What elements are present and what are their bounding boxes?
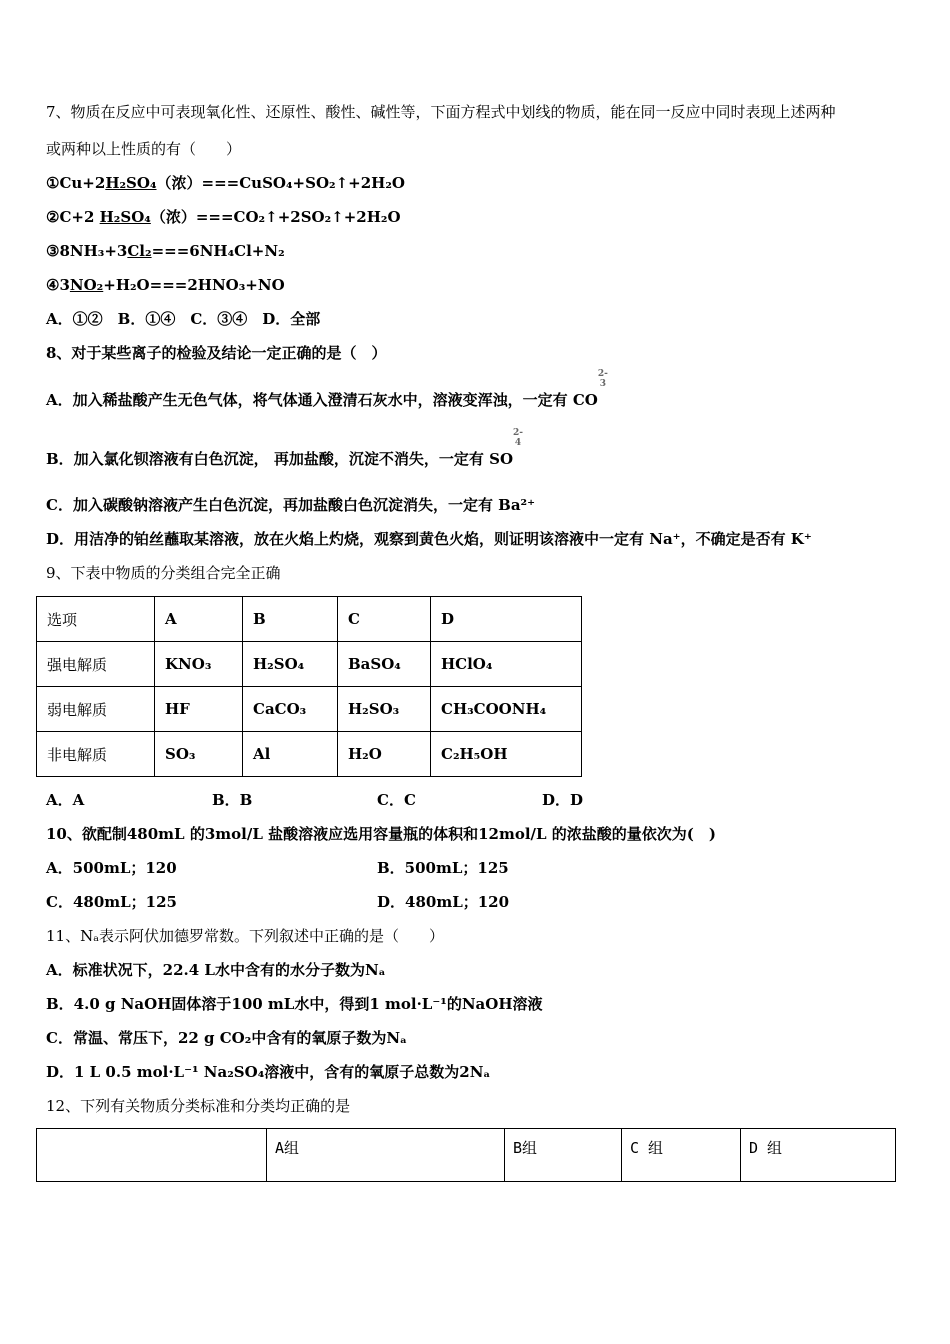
eq-part: Cu+2 xyxy=(59,174,106,192)
q9-option-d: D．D xyxy=(542,791,584,809)
q7-equation-3 xyxy=(46,241,285,261)
q10-stem: 10、欲配制480mL 的3mol/L 盐酸溶液应选用容量瓶的体积和12mol/L 的浓盐酸的量依次为( ) xyxy=(46,825,716,843)
table-cell: B组 xyxy=(505,1129,622,1182)
ion-subscript: 4 xyxy=(514,438,522,448)
q7-stem-line2: 或两种以上性质的有（ ） xyxy=(46,140,242,158)
table-cell: BaSO₄ xyxy=(338,642,431,687)
table-cell: 弱电解质 xyxy=(37,687,155,732)
table-cell: 非电解质 xyxy=(37,732,155,777)
eq-part: C+2 xyxy=(59,208,100,226)
table-cell: SO₃ xyxy=(155,732,243,777)
table-cell: C₂H₅OH xyxy=(431,732,582,777)
q9-stem: 9、下表中物质的分类组合完全正确 xyxy=(46,564,281,582)
eq-part: ===6NH₄Cl+N₂ xyxy=(151,242,285,260)
q8-option-c: C．加入碳酸钠溶液产生白色沉淀，再加盐酸白色沉淀消失，一定有 Ba²⁺ xyxy=(46,496,536,514)
underlined-substance: H₂SO₄ xyxy=(105,174,157,192)
table-cell: Al xyxy=(243,732,338,777)
table-cell xyxy=(37,1129,267,1182)
table-cell: 选项 xyxy=(37,597,155,642)
q7-options: A．①② B．①④ C．③④ D．全部 xyxy=(46,310,321,328)
q12-table xyxy=(36,1128,896,1182)
q10-option-a: A．500mL；120 xyxy=(46,859,177,877)
q7-equation-2 xyxy=(46,207,401,227)
ion-charge-stack xyxy=(513,428,523,448)
ion-charge-stack xyxy=(598,369,608,389)
q11-option-c: C．常温、常压下，22 g CO₂中含有的氧原子数为Nₐ xyxy=(46,1029,408,1047)
table-cell: HF xyxy=(155,687,243,732)
q10-option-d: D．480mL；120 xyxy=(377,893,510,911)
table-cell: CH₃COONH₄ xyxy=(431,687,582,732)
table-cell: A xyxy=(155,597,243,642)
table-header-row xyxy=(37,1129,896,1182)
eq-part: （浓）===CuSO₄+SO₂↑+2H₂O xyxy=(156,174,405,192)
q8-stem: 8、对于某些离子的检验及结论一定正确的是（ ） xyxy=(46,344,387,362)
option-text: A．加入稀盐酸产生无色气体，将气体通入澄清石灰水中，溶液变浑浊，一定有 CO xyxy=(46,391,598,409)
table-cell: B xyxy=(243,597,338,642)
q9-option-c: C．C xyxy=(377,791,416,809)
table-cell: H₂O xyxy=(338,732,431,777)
q8-option-a xyxy=(46,369,608,410)
q9-option-b: B．B xyxy=(212,791,253,809)
q8-option-d: D．用洁净的铂丝蘸取某溶液，放在火焰上灼烧，观察到黄色火焰，则证明该溶液中一定有 Na⁺，不确定是否有 K⁺ xyxy=(46,530,812,548)
q9-option-a: A．A xyxy=(46,791,85,809)
table-row xyxy=(37,642,582,687)
q12-stem: 12、下列有关物质分类标准和分类均正确的是 xyxy=(46,1097,351,1115)
eq-number: ① xyxy=(46,174,60,192)
option-text: B．加入氯化钡溶液有白色沉淀， 再加盐酸，沉淀不消失，一定有 SO xyxy=(46,450,514,468)
q7-stem-line1: 7、物质在反应中可表现氧化性、还原性、酸性、碱性等，下面方程式中划线的物质，能在同一反应中同时表现上述两种 xyxy=(46,103,836,121)
table-cell: CaCO₃ xyxy=(243,687,338,732)
q11-option-d: D．1 L 0.5 mol·L⁻¹ Na₂SO₄溶液中，含有的氧原子总数为2Nₐ xyxy=(46,1063,491,1081)
table-row xyxy=(37,597,582,642)
table-row xyxy=(37,732,582,777)
q9-classification-table xyxy=(36,596,582,777)
q11-stem: 11、Nₐ表示阿伏加德罗常数。下列叙述中正确的是（ ） xyxy=(46,927,445,945)
table-cell: C 组 xyxy=(622,1129,741,1182)
q11-option-a: A．标准状况下，22.4 L水中含有的水分子数为Nₐ xyxy=(46,961,386,979)
q11-option-b: B．4.0 g NaOH固体溶于100 mL水中，得到1 mol·L⁻¹的NaOH溶液 xyxy=(46,995,543,1013)
q8-option-b xyxy=(46,428,524,469)
eq-number: ② xyxy=(46,208,60,226)
table-cell: D xyxy=(431,597,582,642)
q10-option-c: C．480mL；125 xyxy=(46,893,177,911)
eq-part: 3 xyxy=(59,276,70,294)
table-cell: HClO₄ xyxy=(431,642,582,687)
table-cell: A组 xyxy=(267,1129,505,1182)
eq-part: （浓）===CO₂↑+2SO₂↑+2H₂O xyxy=(150,208,401,226)
table-cell: 强电解质 xyxy=(37,642,155,687)
table-cell: C xyxy=(338,597,431,642)
ion-charge: 2- xyxy=(513,428,524,438)
q10-option-b: B．500mL；125 xyxy=(377,859,509,877)
underlined-substance: NO₂ xyxy=(69,276,104,294)
table-row xyxy=(37,687,582,732)
table-cell: D 组 xyxy=(741,1129,896,1182)
table-cell: H₂SO₃ xyxy=(338,687,431,732)
eq-part: +H₂O===2HNO₃+NO xyxy=(103,276,285,294)
underlined-substance: H₂SO₄ xyxy=(99,208,151,226)
underlined-substance: Cl₂ xyxy=(127,242,152,260)
eq-number: ③ xyxy=(46,242,60,260)
eq-part: 8NH₃+3 xyxy=(59,242,128,260)
table-cell: KNO₃ xyxy=(155,642,243,687)
q7-equation-4 xyxy=(46,275,285,295)
eq-number: ④ xyxy=(46,276,60,294)
q7-equation-1 xyxy=(46,173,405,193)
ion-charge: 2- xyxy=(597,369,608,379)
table-cell: H₂SO₄ xyxy=(243,642,338,687)
ion-subscript: 3 xyxy=(599,379,606,389)
